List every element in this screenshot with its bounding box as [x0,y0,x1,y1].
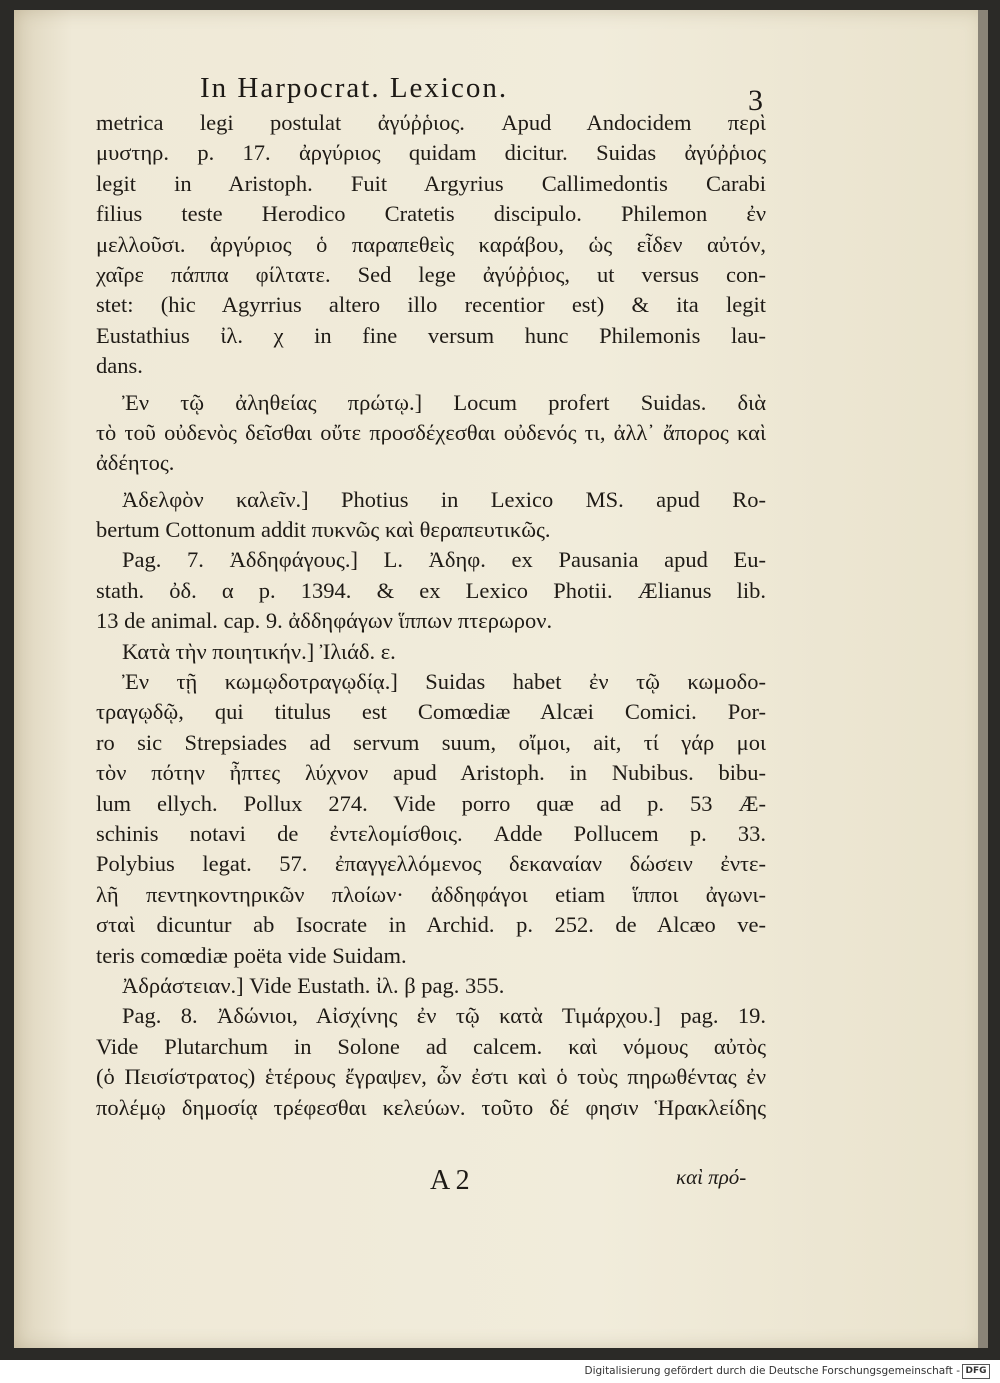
text-line: Eustathius ἰλ. χ in fine versum hunc Philemonis lau- [96,322,766,348]
text-line: bertum Cottonum addit πυκνῶς καὶ θεραπευτικῶς. [96,517,551,543]
signature-mark: A 2 [430,1165,470,1196]
page-edge [978,10,988,1348]
text-line: τὸ τοῦ οὐδενὸς δεῖσθαι οὔτε προσδέχεσθαι οὐδενός τι, ἀλλ᾽ ἄπορος καὶ [96,419,766,445]
text-line: dans. [96,353,143,379]
text-line: filius teste Herodico Cratetis discipulo. Philemon ἐν [96,201,766,227]
text-line: teris comœdiæ poëta vide Suidam. [96,942,407,968]
text-line: σταὶ dicuntur ab Isocrate in Archid. p. 252. de Alcæo ve- [96,912,766,938]
text-line: Ἐν τῷ ἀληθείας πρώτῳ.] Locum profert Suidas. διὰ [122,389,766,415]
text-line: τὸν πότην ἦπτες λύχνον apud Aristoph. in Nubibus. bibu- [96,760,766,786]
text-line: lum ellych. Pollux 274. Vide porro quæ ad p. 53 Æ- [96,790,766,816]
text-line: stath. ὀδ. α p. 1394. & ex Lexico Photii. Ælianus lib. [96,577,766,603]
text-line: schinis notavi de ἐντελομίσθοις. Adde Pollucem p. 33. [96,820,766,846]
text-line: Polybius legat. 57. ἐπαγγελλόμενος δεκαναίαν δώσειν ἐντε- [96,851,766,877]
text-line: metrica legi postulat ἀγύῤῥιος. Apud Andocidem περὶ [96,110,766,135]
text-line: τραγῳδῷ, qui titulus est Comœdiæ Alcæi Comici. Por- [96,699,766,725]
text-line: Ἀδράστειαν.] Vide Eustath. ἰλ. β pag. 355. [122,972,505,998]
text-line: ro sic Strepsiades ad servum suum, οἴμοι, ait, τί γάρ μοι [96,729,766,755]
running-title: In Harpocrat. Lexicon. [200,72,509,104]
text-line: μελλοῦσι. ἀργύριος ὁ παραπεθεὶς καράβου, ὡς εἶδεν αὐτόν, [96,231,766,257]
dfg-logo-icon: DFG [962,1364,990,1379]
text-line: (ὁ Πεισίστρατος) ἑτέρους ἔγραψεν, ὧν ἐστι καὶ ὁ τοὺς πηρωθέντας ἐν [96,1064,766,1090]
text-line: stet: (hic Agyrrius altero illo recentior est) & ita legit [96,292,766,318]
text-line: Pag. 8. Ἀδώνιοι, Αἰσχίνης ἐν τῷ κατὰ Τιμάρχου.] pag. 19. [122,1003,766,1029]
text-line: 13 de animal. cap. 9. ἀδδηφάγων ἵππων πτερωρον. [96,608,553,634]
footer-credit: Digitalisierung gefördert durch die Deutsche Forschungsgemeinschaft - [584,1365,960,1377]
text-line: Ἀδελφὸν καλεῖν.] Photius in Lexico MS. apud Ro- [122,486,766,512]
text-line: Vide Plutarchum in Solone ad calcem. καὶ νόμους αὐτὸς [96,1033,766,1059]
text-line: πολέμῳ δημοσίᾳ τρέφεσθαι κελεύων. τοῦτο δέ φησιν Ἡρακλείδης [96,1094,766,1120]
catchword: καὶ πρό- [676,1165,747,1189]
text-line: ἀδέητος. [96,450,175,476]
page-number: 3 [748,84,763,117]
text-line: Ἐν τῇ κωμῳδοτραγῳδίᾳ.] Suidas habet ἐν τῷ κωμοδο- [122,669,766,695]
text-line: μυστηρ. p. 17. ἀργύριος quidam dicitur. Suidas ἀγύῤῥιος [96,140,766,166]
text-line: χαῖρε πάππα φίλτατε. Sed lege ἀγύῤῥιος, ut versus con- [96,261,766,287]
text-line: legit in Aristoph. Fuit Argyrius Callimedontis Carabi [96,170,766,196]
text-line: λῆ πεντηκοντηρικῶν πλοίων· ἀδδηφάγοι etiam ἵπποι ἀγωνι- [96,881,766,907]
text-line: Pag. 7. Ἀδδηφάγους.] L. Ἀδηφ. ex Pausania apud Eu- [122,547,766,573]
text-line: Κατὰ τὴν ποιητικήν.] Ἰλιάδ. ε. [122,638,396,664]
footer-bar [0,1360,1000,1383]
main-text [96,108,766,1123]
